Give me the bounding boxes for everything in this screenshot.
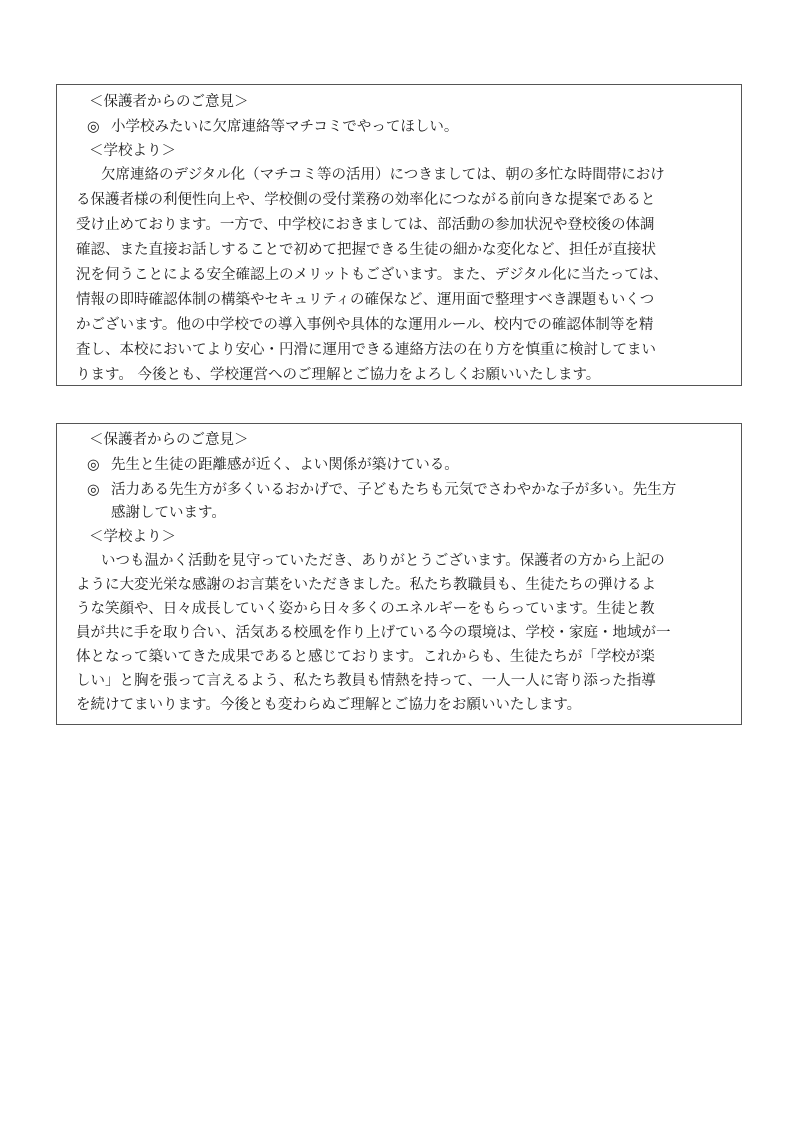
double-circle-mark: ◎: [87, 119, 100, 135]
double-circle-mark: ◎: [87, 482, 100, 498]
opinion-text-continued: 感謝しています。: [111, 505, 226, 521]
school-response-heading: ＜学校より＞: [89, 143, 176, 159]
response-line: 受け止めております。一方で、中学校におきましては、部活動の参加状況や登校後の体調: [76, 217, 655, 233]
response-line: ります。 今後とも、学校運営へのご理解とご協力をよろしくお願いいたします。: [76, 367, 601, 383]
opinion-item: [87, 455, 459, 475]
response-line: を続けてまいります。今後とも変わらぬご理解とご協力をお願いいたします。: [76, 697, 582, 713]
response-line: しい」と胸を張って言えるよう、私たち教員も情熱を持って、一人一人に寄り添った指導: [76, 673, 656, 689]
response-line: 査し、本校においてより安心・円滑に運用できる連絡方法の在り方を慎重に検討してまい: [76, 342, 656, 358]
opinion-text: 小学校みたいに欠席連絡等マチコミでやってほしい。: [111, 119, 459, 135]
response-line: 確認、また直接お話しすることで初めて把握できる生徒の細かな変化など、担任が直接状: [76, 242, 656, 258]
response-line: 況を伺うことによる安全確認上のメリットもございます。また、デジタル化に当たっては、: [76, 267, 668, 283]
opinion-item: [87, 117, 458, 137]
response-line: る保護者様の利便性向上や、学校側の受付業務の効率化につながる前向きな提案であると: [76, 192, 656, 208]
parent-opinion-heading: ＜保護者からのご意見＞: [89, 94, 249, 110]
response-line: ように大変光栄な感謝のお言葉をいただきました。私たち教職員も、生徒たちの弾けるよ: [76, 577, 656, 593]
response-line: 欠席連絡のデジタル化（マチコミ等の活用）につきましては、朝の多忙な時間帯におけ: [101, 167, 665, 183]
opinion-text: 活力ある先生方が多くいるおかげで、子どもたちも元気でさわやかな子が多い。先生方: [111, 482, 677, 498]
response-line: 体となって築いてきた成果であると感じております。これからも、生徒たちが「学校が楽: [76, 649, 655, 665]
response-line: かございます。他の中学校での導入事例や具体的な運用ルール、校内での確認体制等を精: [76, 317, 654, 333]
opinion-text: 先生と生徒の距離感が近く、よい関係が築けている。: [111, 457, 459, 473]
feedback-box-2: [56, 423, 742, 725]
feedback-box-1: [56, 84, 742, 386]
school-response-heading: ＜学校より＞: [89, 529, 176, 545]
response-line: うな笑顔や、日々成長していく姿から日々多くのエネルギーをもらっています。生徒と教: [76, 601, 655, 617]
opinion-item: [87, 480, 676, 500]
double-circle-mark: ◎: [87, 457, 100, 473]
response-line: 情報の即時確認体制の構築やセキュリティの確保など、運用面で整理すべき課題もいくつ: [76, 292, 655, 308]
parent-opinion-heading: ＜保護者からのご意見＞: [89, 432, 249, 448]
response-line: 員が共に手を取り合い、活気ある校風を作り上げている今の環境は、学校・家庭・地域が一: [76, 625, 671, 641]
response-line: いつも温かく活動を見守っていただき、ありがとうございます。保護者の方から上記の: [101, 553, 665, 569]
